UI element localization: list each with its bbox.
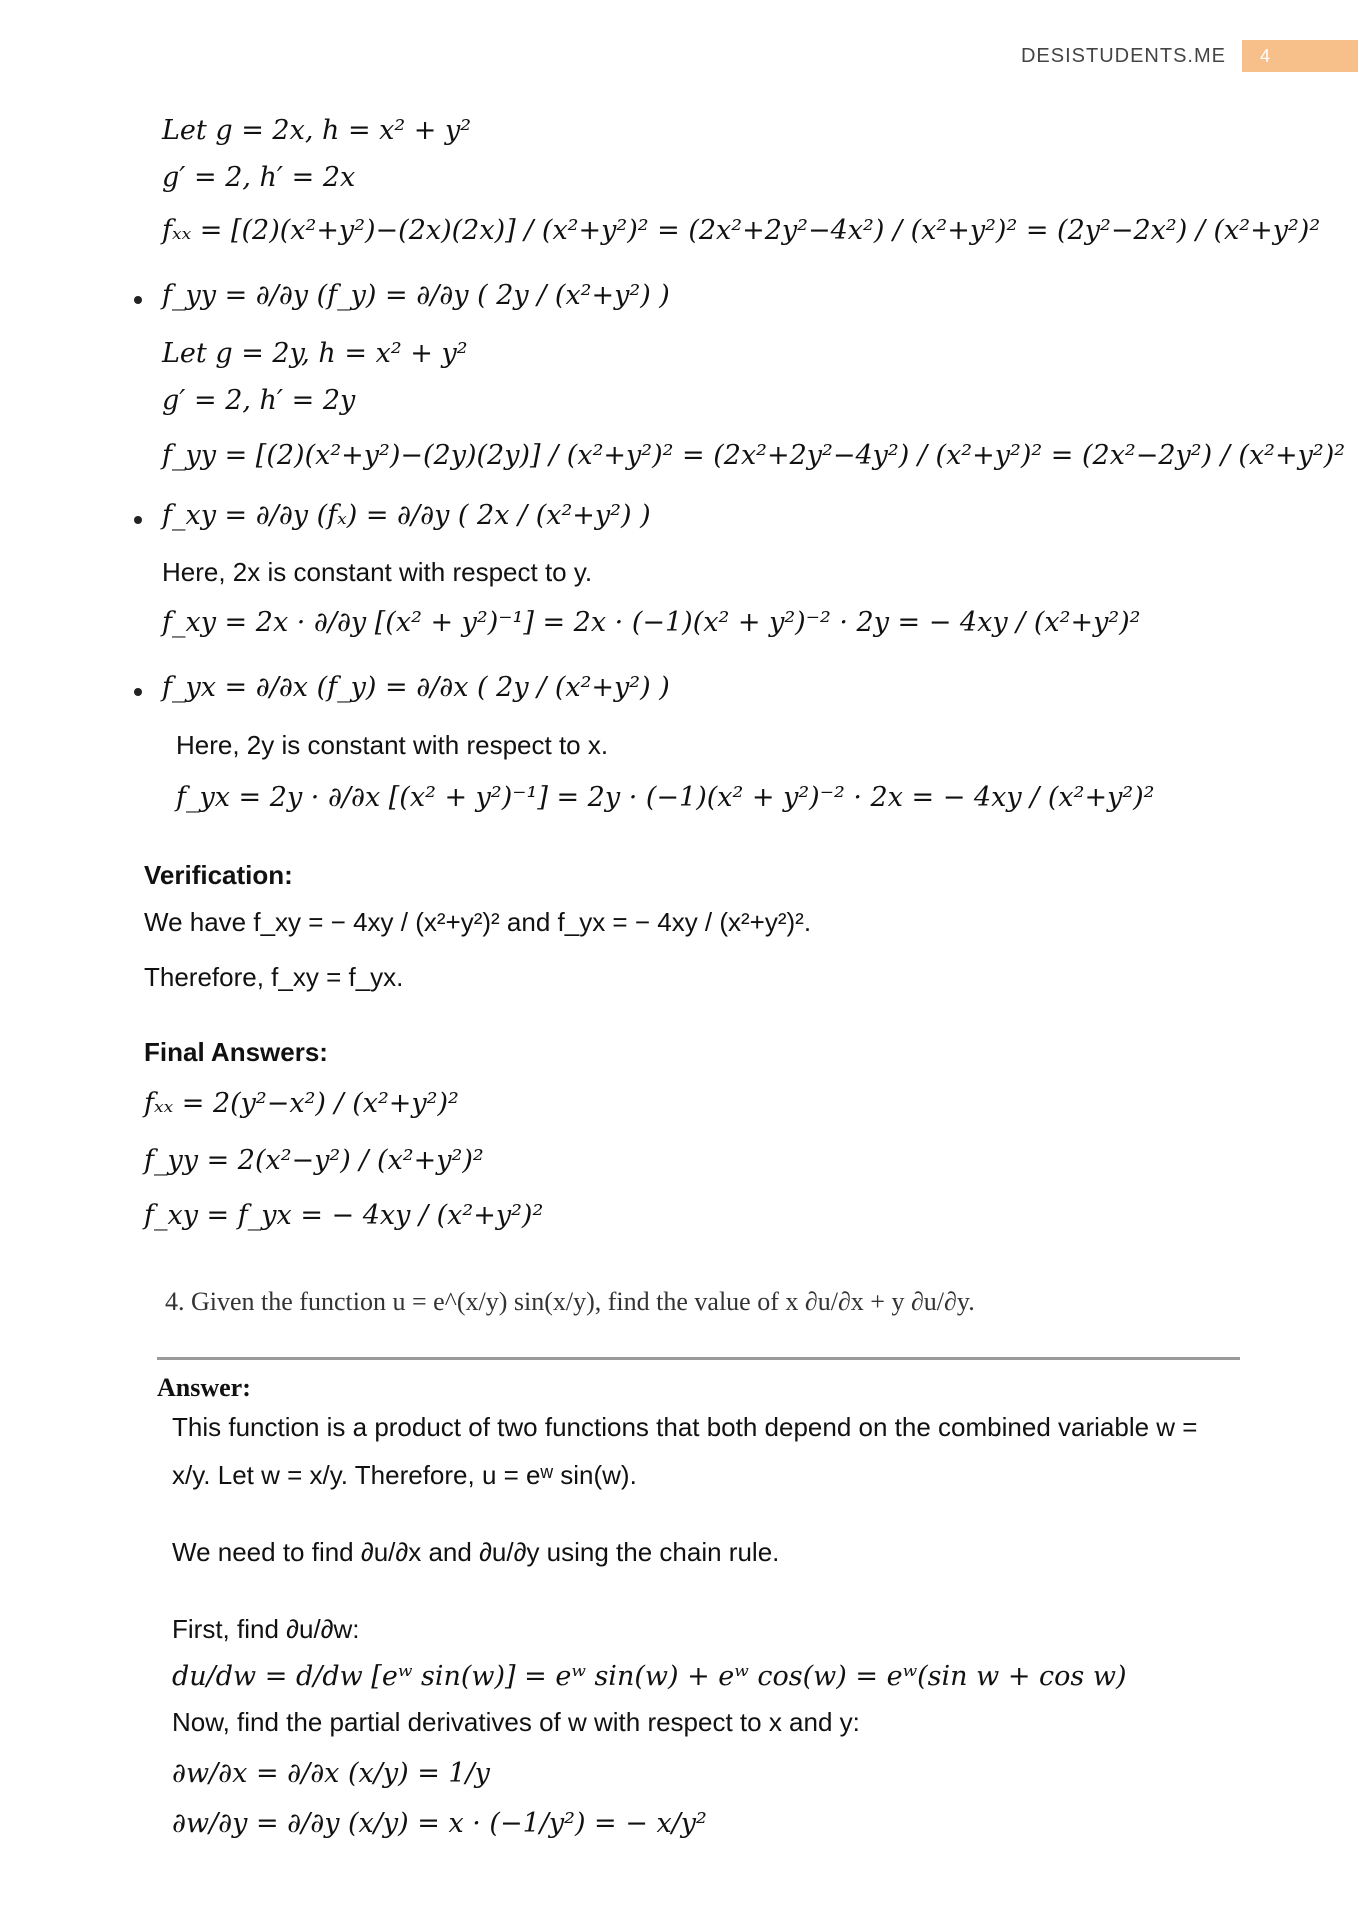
answer-heading: Answer: [157, 1373, 251, 1402]
line-let-g-h-2: Let g = 2y, h = x² + y² [162, 338, 468, 369]
final-answer-fxy-fyx: f_xy = f_yx = − 4xy / (x²+y²)² [144, 1200, 544, 1231]
line-derivatives: g′ = 2, h′ = 2x [162, 162, 356, 193]
bullet-icon [134, 688, 142, 696]
answer-para-3: We need to find ∂u/∂x and ∂u/∂y using the chain rule. [172, 1537, 780, 1567]
verification-heading: Verification: [144, 860, 293, 890]
answer-para-1: This function is a product of two functions that both depend on the combined variable w = [172, 1412, 1198, 1442]
line-fyx: f_yx = 2y · ∂/∂x [(x² + y²)⁻¹] = 2y · (−1)(x² + y²)⁻² · 2x = − 4xy / (x²+y²)² [176, 782, 1155, 813]
line-fxy: f_xy = 2x · ∂/∂y [(x² + y²)⁻¹] = 2x · (−1)(x² + y²)⁻² · 2y = − 4xy / (x²+y²)² [162, 607, 1141, 638]
line-fyx-def: f_yx = ∂/∂x (f_y) = ∂/∂x ( 2y / (x²+y²) ) [162, 672, 670, 703]
answer-du-dw: du/dw = d/dw [eʷ sin(w)] = eʷ sin(w) + eʷ cos(w) = eʷ(sin w + cos w) [172, 1661, 1127, 1692]
divider [157, 1357, 1240, 1360]
line-fyy: f_yy = [(2)(x²+y²)−(2y)(2y)] / (x²+y²)² = (2x²+2y²−4y²) / (x²+y²)² = (2x²−2y²) / (x²+y²)² [162, 440, 1346, 471]
answer-para-6: Now, find the partial derivatives of w with respect to x and y: [172, 1707, 860, 1737]
line-derivatives-2: g′ = 2, h′ = 2y [162, 385, 356, 416]
verification-line-1: We have f_xy = − 4xy / (x²+y²)² and f_yx = − 4xy / (x²+y²)². [144, 907, 812, 937]
line-fxy-def: f_xy = ∂/∂y (fₓ) = ∂/∂y ( 2x / (x²+y²) ) [162, 500, 651, 531]
answer-dw-dx: ∂w/∂x = ∂/∂x (x/y) = 1/y [172, 1758, 490, 1789]
verification-line-2: Therefore, f_xy = f_yx. [144, 962, 404, 992]
site-name: DESISTUDENTS.ME [1020, 44, 1226, 67]
question-4: 4. Given the function u = e^(x/y) sin(x/y), find the value of x ∂u/∂x + y ∂u/∂y. [165, 1287, 975, 1316]
final-answer-fyy: f_yy = 2(x²−y²) / (x²+y²)² [144, 1145, 484, 1176]
final-answers-heading: Final Answers: [144, 1037, 328, 1067]
answer-dw-dy: ∂w/∂y = ∂/∂y (x/y) = x · (−1/y²) = − x/y² [172, 1808, 707, 1839]
final-answer-fxx: fₓₓ = 2(y²−x²) / (x²+y²)² [144, 1088, 459, 1119]
page-header [1021, 40, 1358, 72]
line-constant-note-1: Here, 2x is constant with respect to y. [162, 557, 593, 587]
answer-para-2: x/y. Let w = x/y. Therefore, u = eʷ sin(w). [172, 1460, 637, 1490]
line-let-g-h: Let g = 2x, h = x² + y² [162, 115, 472, 146]
bullet-icon [134, 516, 142, 524]
line-constant-note-2: Here, 2y is constant with respect to x. [176, 730, 609, 760]
bullet-icon [134, 296, 142, 304]
answer-para-4: First, find ∂u/∂w: [172, 1614, 360, 1644]
line-fxx: fₓₓ = [(2)(x²+y²)−(2x)(2x)] / (x²+y²)² = (2x²+2y²−4x²) / (x²+y²)² = (2y²−2x²) / (x²+y²)² [162, 215, 1321, 246]
page-number: 4 [1242, 40, 1358, 72]
line-fyy-def: f_yy = ∂/∂y (f_y) = ∂/∂y ( 2y / (x²+y²) ) [162, 280, 670, 311]
